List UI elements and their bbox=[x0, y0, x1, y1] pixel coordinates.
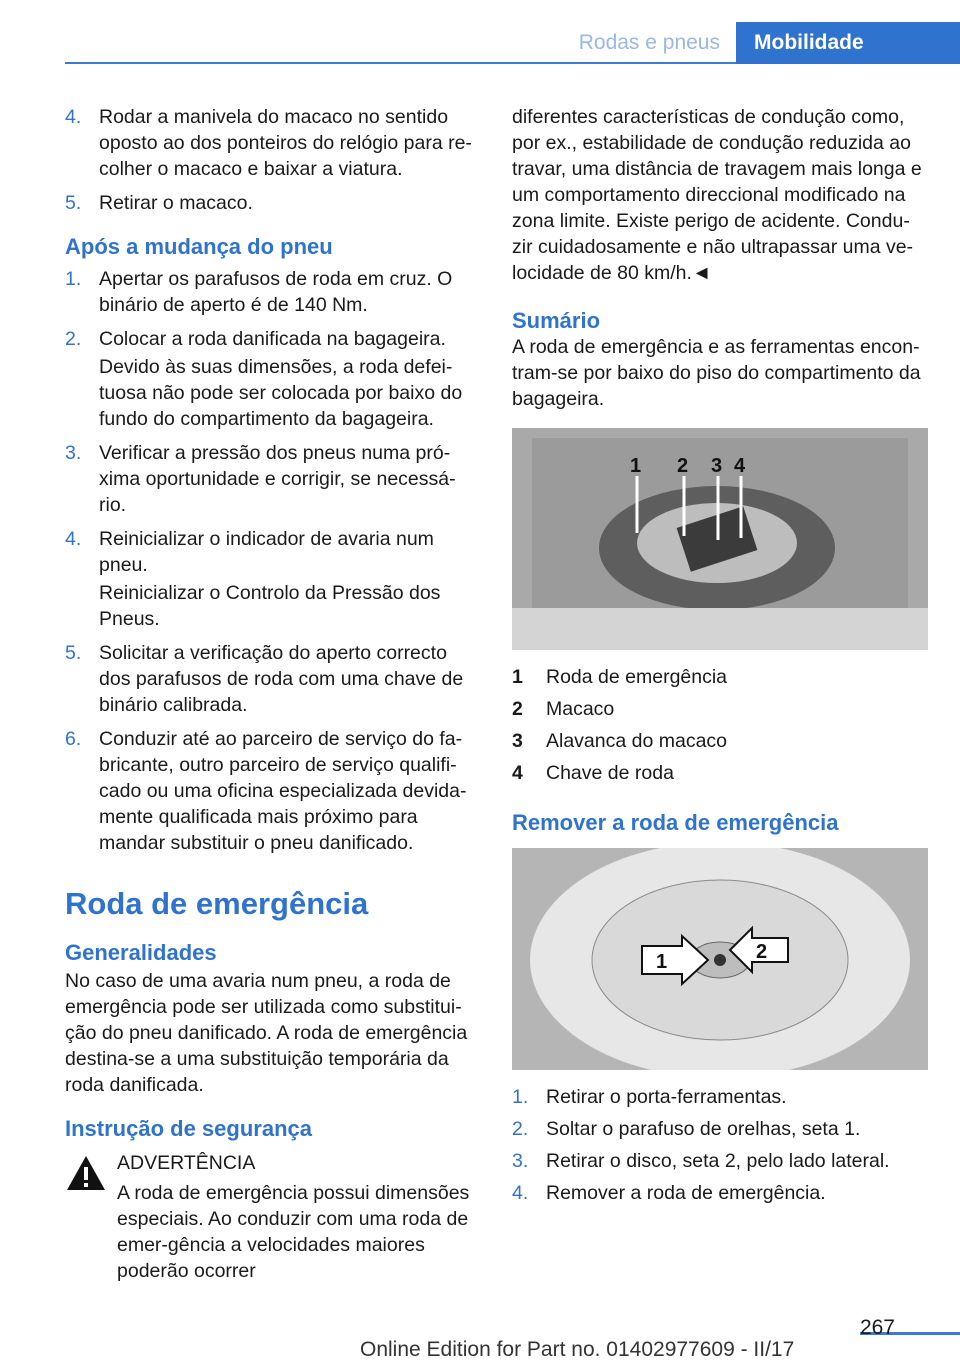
step-number: 5. bbox=[65, 192, 82, 214]
list-item bbox=[65, 526, 480, 578]
remove-steps bbox=[512, 1084, 928, 1206]
legend-item bbox=[512, 696, 928, 722]
legend-text: Macaco bbox=[546, 698, 615, 720]
general-text: No caso de uma avaria num pneu, a roda de emergência pode ser utilizada como substitui-ção do pneu danificado. A roda de emergência destina-se a uma substituição temporária da roda danificada. bbox=[65, 970, 468, 1096]
warning-label: ADVERTÊNCIA bbox=[117, 1152, 256, 1174]
steps-a bbox=[65, 104, 480, 216]
step-text: Remover a roda de emergência. bbox=[546, 1182, 826, 1204]
right-column bbox=[512, 104, 928, 1212]
list-item bbox=[65, 726, 480, 856]
list-item bbox=[65, 266, 480, 318]
step-text: Reinicializar o indicador de avaria num pneu. bbox=[99, 528, 434, 576]
step-text: Retirar o porta-ferramentas. bbox=[546, 1086, 787, 1108]
list-item bbox=[65, 440, 480, 518]
warning-text: A roda de emergência possui dimensões especiais. Ao conduzir com uma roda de emer-gência a velocidades maiores poderão ocorrer bbox=[117, 1182, 470, 1282]
step-subtext: Devido às suas dimensões, a roda defei-tuosa não pode ser colocada por baixo do fundo do compartimento da bagageira. bbox=[99, 356, 463, 430]
legend-text: Roda de emergência bbox=[546, 666, 728, 688]
step-number: 2. bbox=[512, 1118, 529, 1140]
legend-number: 4 bbox=[512, 762, 523, 784]
fig2-label: 1 bbox=[656, 951, 668, 973]
legend-text: Chave de roda bbox=[546, 762, 674, 784]
list-item bbox=[65, 190, 480, 216]
edition-note: Online Edition for Part no. 01402977609 - II/17 bbox=[360, 1338, 795, 1361]
step-text: Apertar os parafusos de roda em cruz. O binário de aperto é de 140 Nm. bbox=[99, 268, 453, 316]
step-number: 3. bbox=[512, 1150, 529, 1172]
step-number: 6. bbox=[65, 728, 82, 750]
legend-number: 1 bbox=[512, 666, 523, 688]
section-tab-label: Rodas e pneus bbox=[578, 31, 720, 54]
list-item bbox=[65, 640, 480, 718]
after-title: Após a mudança do pneu bbox=[65, 234, 333, 259]
legend-number: 2 bbox=[512, 698, 523, 720]
list-item bbox=[512, 1084, 928, 1110]
legend-item bbox=[512, 728, 928, 754]
legend-number: 3 bbox=[512, 730, 523, 752]
chapter-tab[interactable] bbox=[736, 22, 960, 64]
spare-wheel-illustration bbox=[512, 428, 928, 650]
step-text: Rodar a manivela do macaco no sentido oposto ao dos ponteiros do relógio para re-colher o macaco e baixar a viatura. bbox=[99, 106, 472, 180]
step-text: Solicitar a verificação do aperto correcto dos parafusos de roda com uma chave de binário calibrada. bbox=[99, 642, 464, 716]
left-column bbox=[65, 104, 480, 1290]
wheel-bolt-illustration bbox=[512, 848, 928, 1070]
safety-title: Instrução de segurança bbox=[65, 1116, 312, 1141]
list-item bbox=[512, 1180, 928, 1206]
step-number: 4. bbox=[65, 106, 82, 128]
fig1-label: 1 bbox=[630, 455, 642, 477]
step-number: 1. bbox=[512, 1086, 529, 1108]
summary-title: Sumário bbox=[512, 308, 601, 333]
legend-text: Alavanca do macaco bbox=[546, 730, 728, 752]
fig2-label: 2 bbox=[756, 941, 768, 963]
fig1-label: 3 bbox=[711, 455, 723, 477]
step-text: Retirar o macaco. bbox=[99, 192, 253, 214]
section-title: Roda de emergência bbox=[65, 886, 369, 921]
list-item bbox=[512, 1116, 928, 1142]
step-text: Colocar a roda danificada na bagageira. bbox=[99, 328, 446, 350]
section-tab[interactable] bbox=[568, 24, 736, 62]
general-title: Generalidades bbox=[65, 940, 217, 965]
warning-icon bbox=[65, 1154, 107, 1192]
step-text: Retirar o disco, seta 2, pelo lado lateral. bbox=[546, 1150, 890, 1172]
chapter-tab-label: Mobilidade bbox=[754, 31, 864, 54]
step-subtext: Reinicializar o Controlo da Pressão dos Pneus. bbox=[99, 582, 441, 630]
fig1-label: 4 bbox=[734, 455, 746, 477]
remove-wheel-figure bbox=[512, 848, 928, 1070]
legend-item bbox=[512, 664, 928, 690]
after-steps bbox=[65, 266, 480, 856]
page-number: 267 bbox=[859, 1316, 895, 1339]
step-number: 3. bbox=[65, 442, 82, 464]
warning-block bbox=[65, 1150, 480, 1284]
step-text: Soltar o parafuso de orelhas, seta 1. bbox=[546, 1118, 861, 1140]
step-number: 4. bbox=[65, 528, 82, 550]
trunk-spare-wheel-figure bbox=[512, 428, 928, 650]
remove-title: Remover a roda de emergência bbox=[512, 810, 839, 835]
step-number: 4. bbox=[512, 1182, 529, 1204]
legend bbox=[512, 664, 928, 786]
summary-text: A roda de emergência e as ferramentas encon-tram-se por baixo do piso do compartimento da bagageira. bbox=[512, 336, 921, 410]
step-text: Conduzir até ao parceiro de serviço do fa-bricante, outro parceiro de serviço qualifi-cado ou uma oficina especializada devida-mente qualificada mais próximo para mandar substituir o pneu danificado. bbox=[99, 728, 467, 854]
legend-item bbox=[512, 760, 928, 786]
fig1-label: 2 bbox=[677, 455, 689, 477]
list-item bbox=[512, 1148, 928, 1174]
step-number: 1. bbox=[65, 268, 82, 290]
list-item bbox=[65, 104, 480, 182]
step-number: 5. bbox=[65, 642, 82, 664]
step-number: 2. bbox=[65, 328, 82, 350]
step-text: Verificar a pressão dos pneus numa pró-xima oportunidade e corrigir, se necessá-rio. bbox=[99, 442, 456, 516]
warning-continued: diferentes características de condução como, por ex., estabilidade de condução reduzida ao travar, uma distância de travagem mais longa e um comportamento direccional modificado na zona limite. Existe perigo de acidente. Condu-zir cuidadosamente e não ultrapassar uma ve-locidade de 80 km/h.◄ bbox=[512, 106, 922, 284]
list-item bbox=[65, 326, 480, 352]
